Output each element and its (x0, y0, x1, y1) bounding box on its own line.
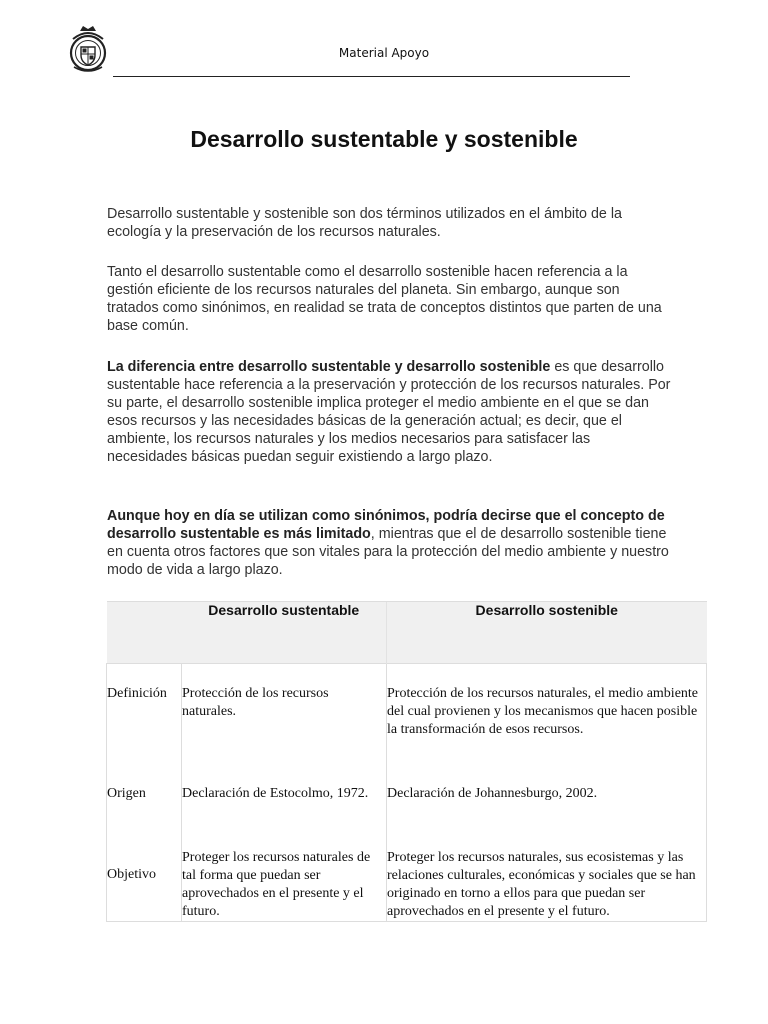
table-row-label: Objetivo (107, 830, 182, 922)
header-title: Material Apoyo (338, 46, 430, 60)
table-header-sustentable: Desarrollo sustentable (182, 602, 387, 664)
paragraph-2 (107, 263, 672, 335)
table-row-label: Definición (107, 664, 182, 769)
table-cell: Proteger los recursos naturales de tal forma que puedan ser aprovechados en el presente y el futuro. (182, 830, 387, 922)
paragraph-4-bold: Aunque hoy en día se utilizan como sinónimos, podría decirse que el concepto de desarrollo sustentable es más limitado (107, 508, 665, 542)
table-header-empty (107, 602, 182, 664)
paragraph-2-text: Tanto el desarrollo sustentable como el desarrollo sostenible hacen referencia a la gestión eficiente de los recursos naturales del planeta. Sin embargo, aunque son tratados como sinónimos, en realidad se trata de conceptos distintos que parten de una base común. (107, 264, 662, 334)
table-row (107, 768, 707, 830)
paragraph-3 (107, 358, 672, 466)
paragraph-3-text: es que desarrollo sustentable hace referencia a la preservación y protección de los recursos naturales. Por su parte, el desarrollo sostenible implica proteger el medio ambiente en el que se dan esos recursos y las necesidades básicas de la generación actual; es decir, que el ambiente, los recursos naturales y los medios necesarios para satisfacer las necesidades básicas puedan seguir existiendo a largo plazo. (107, 359, 671, 465)
paragraph-1 (107, 205, 672, 241)
table-cell: Protección de los recursos naturales. (182, 664, 387, 769)
table-row-label: Origen (107, 768, 182, 830)
table-cell: Protección de los recursos naturales, el medio ambiente del cual provienen y los mecanismos que hacen posible la transformación de esos recursos. (387, 664, 707, 769)
table-header-sostenible: Desarrollo sostenible (387, 602, 707, 664)
paragraph-3-bold: La diferencia entre desarrollo sustentable y desarrollo sostenible (107, 359, 551, 375)
paragraph-4 (107, 507, 672, 579)
paragraph-1-text: Desarrollo sustentable y sostenible son dos términos utilizados en el ámbito de la ecología y la preservación de los recursos naturales. (107, 206, 622, 240)
table-header-row (107, 602, 707, 664)
table-cell: Proteger los recursos naturales, sus ecosistemas y las relaciones culturales, económicas y sociales que se han originado en torno a ellos para que puedan ser aprovechados en el presente y el futuro. (387, 830, 707, 922)
table-row (107, 664, 707, 769)
paragraph-4-text: , mientras que el de desarrollo sostenible tiene en cuenta otros factores que son vitales para la protección del medio ambiente y nuestro modo de vida a largo plazo. (107, 526, 669, 578)
header-divider (113, 76, 630, 77)
table-row (107, 830, 707, 922)
comparison-table (106, 601, 707, 922)
table-cell: Declaración de Estocolmo, 1972. (182, 768, 387, 830)
table-cell: Declaración de Johannesburgo, 2002. (387, 768, 707, 830)
document-title: Desarrollo sustentable y sostenible (190, 126, 578, 152)
